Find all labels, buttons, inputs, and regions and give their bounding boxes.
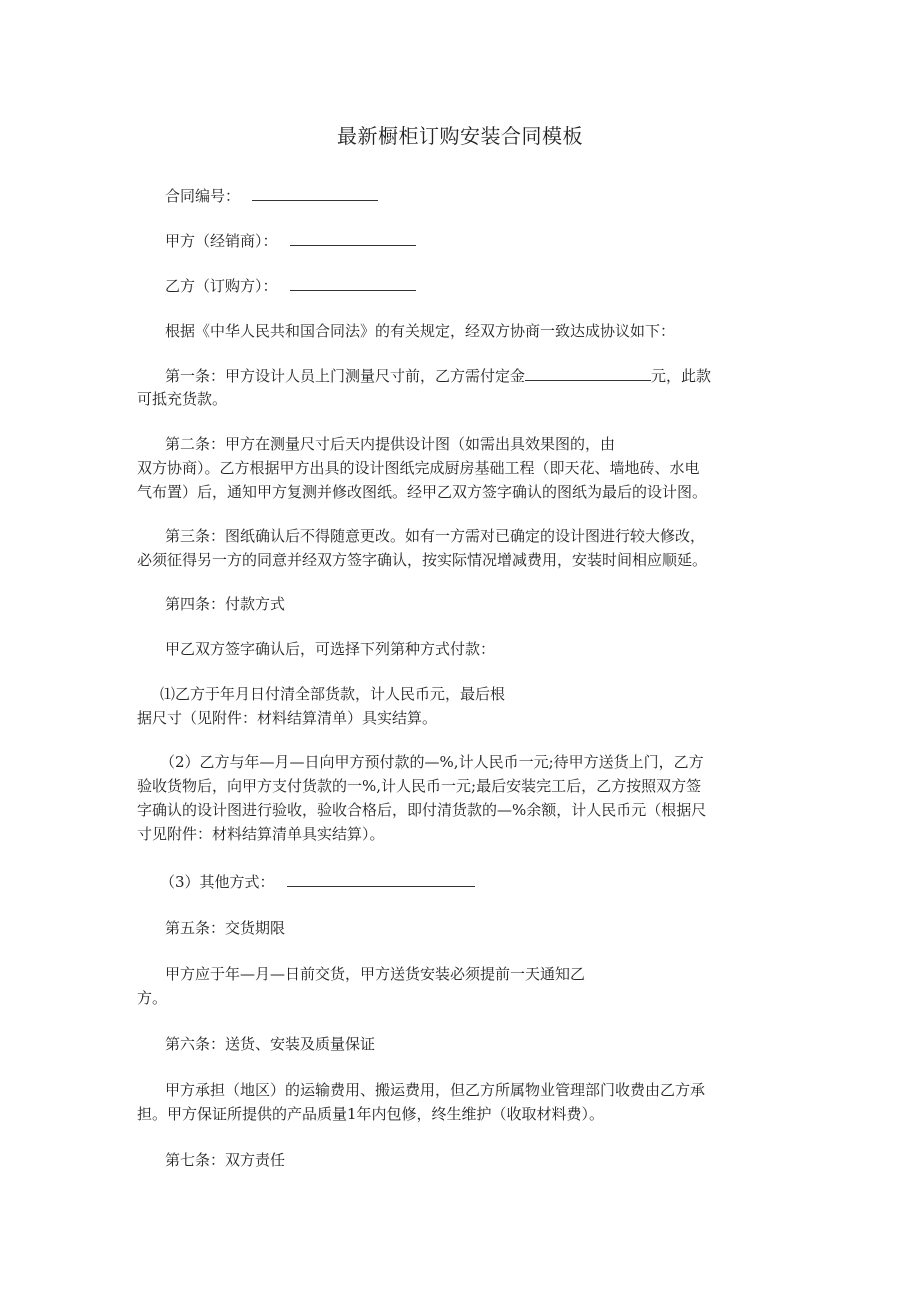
article-6-line-1: 甲方承担（地区）的运输费用、搬运费用，但乙方所属物业管理部门收费由乙方承 (165, 1081, 706, 1099)
article-1-line-1 (165, 364, 711, 388)
document-title: 最新橱柜订购安装合同模板 (337, 124, 583, 148)
option-2-line-2: 验收货物后，向甲方支付货款的一%,计人民币一元;最后安装完工后，乙方按照双方签 (137, 777, 702, 795)
article-1-line-2: 可抵充货款。 (137, 390, 228, 408)
option-2-line-3: 字确认的设计图进行验收，验收合格后，即付清货款的—%余额，计人民币元（根据尺 (137, 801, 707, 819)
party-a-line (165, 229, 416, 253)
contract-number-line (165, 184, 378, 208)
article-6-title: 第六条：送货、安装及质量保证 (165, 1035, 376, 1053)
party-a-label: 甲方（经销商）： (165, 232, 278, 250)
party-a-blank (290, 229, 416, 246)
option-2-line-4: 寸见附件：材料结算清单具实结算）。 (137, 825, 385, 843)
party-b-label: 乙方（订购方）： (165, 277, 278, 295)
article-4-title: 第四条：付款方式 (165, 595, 286, 613)
option-3-label: （3）其他方式： (160, 873, 275, 891)
article-2-line-1: 第二条：甲方在测量尺寸后天内提供设计图（如需出具效果图的，由 (165, 435, 616, 453)
contract-number-label: 合同编号： (165, 187, 241, 205)
contract-number-blank (252, 184, 378, 201)
article-5-line-2: 方。 (137, 989, 168, 1007)
intro-paragraph: 根据《中华人民共和国合同法》的有关规定，经双方协商一致达成协议如下： (165, 322, 676, 340)
party-b-line (165, 274, 416, 298)
article-2-line-3: 气布置）后，通知甲方复测并修改图纸。经甲乙双方签字确认的图纸为最后的设计图。 (137, 483, 708, 501)
party-b-blank (290, 274, 416, 291)
article-1-text-pre: 第一条：甲方设计人员上门测量尺寸前，乙方需付定金 (165, 367, 526, 385)
article-1-text-post: 元，此款 (651, 367, 712, 385)
option-1-line-1: ⑴乙方于年月日付清全部货款，计人民币元，最后根 (160, 685, 506, 703)
option-3-blank (287, 870, 475, 887)
article-3-line-1: 第三条：图纸确认后不得随意更改。如有一方需对已确定的设计图进行较大修改， (165, 527, 706, 545)
option-3-line (160, 870, 475, 894)
article-5-line-1: 甲方应于年—月—日前交货，甲方送货安装必须提前一天通知乙 (165, 965, 586, 983)
deposit-amount-blank (525, 364, 651, 381)
article-4-intro: 甲乙双方签字确认后，可选择下列第种方式付款： (165, 640, 496, 658)
option-1-line-2: 据尺寸（见附件：材料结算清单）具实结算。 (137, 709, 438, 727)
article-3-line-2: 必须征得另一方的同意并经双方签字确认，按实际情况增减费用，安装时间相应顺延。 (137, 551, 708, 569)
article-2-line-2: 双方协商）。乙方根据甲方出具的设计图纸完成厨房基础工程（即天花、墙地砖、水电 (137, 459, 700, 477)
article-5-title: 第五条：交货期限 (165, 919, 286, 937)
article-7-title: 第七条：双方责任 (165, 1151, 286, 1169)
article-6-line-2: 担。甲方保证所提供的产品质量1年内包修，终生维护（收取材料费）。 (137, 1105, 605, 1123)
option-2-line-1: （2）乙方与年—月—日向甲方预付款的—%,计人民币一元;待甲方送货上门，乙方 (160, 753, 704, 771)
